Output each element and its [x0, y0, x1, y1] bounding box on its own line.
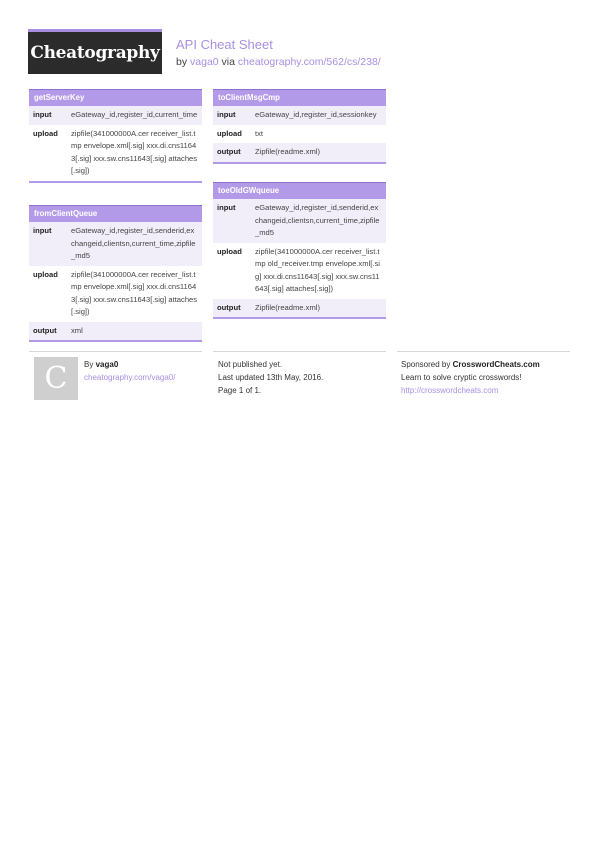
table-row: [29, 266, 202, 322]
row-value: eGateway_id,register_id,senderid,exchangeid,clientsn,current_time,zipfile_md5: [71, 226, 196, 260]
row-key: upload: [217, 128, 242, 138]
table-row: [29, 106, 202, 125]
row-value: zipfile(341000000A.cer receiver_list.tmp envelope.xml[.sig] xxx.di.cns11643[.sig] xxx.sw.cns11643[.sig] attaches[.sig]): [71, 269, 198, 316]
footer-sponsor: [401, 358, 540, 397]
footer-divider: [213, 351, 386, 352]
row-key: input: [33, 110, 52, 119]
sheet-url-link[interactable]: cheatography.com/562/cs/238/: [237, 56, 381, 68]
section-fromclientqueue: [29, 205, 202, 342]
section-title: fromClientQueue: [29, 205, 202, 222]
by-label: By: [84, 360, 94, 369]
via-label: via: [221, 56, 235, 68]
row-value: zipfile(341000000A.cer receiver_list.tmp old_receiver.tmp envelope.xml[.sig] xxx.di.cns11643[.sig] xxx.sw.cns11643[.sig] attaches[.sig]): [255, 246, 380, 293]
row-key: upload: [33, 128, 58, 138]
footer-publish-info: [218, 358, 323, 397]
table-row: [29, 222, 202, 266]
avatar-letter: C: [44, 361, 68, 396]
section-title: toeOldGWqueue: [213, 182, 386, 199]
section-divider: [29, 181, 202, 183]
table-row: [29, 125, 202, 181]
table-row: [213, 106, 386, 125]
sponsor-tagline: Learn to solve cryptic crosswords!: [401, 373, 522, 382]
table-row: [29, 322, 202, 341]
by-label: by: [176, 56, 188, 68]
row-value: Zipfile(readme.xml): [255, 302, 320, 312]
last-updated: Last updated 13th May, 2016.: [218, 373, 324, 382]
page-title: API Cheat Sheet: [176, 37, 273, 52]
sponsor-name[interactable]: CrosswordCheats.com: [452, 360, 540, 369]
row-key: output: [33, 325, 57, 335]
row-value: txt: [255, 128, 264, 138]
row-key: input: [217, 110, 236, 119]
table-row: [213, 125, 386, 144]
row-value: eGateway_id,register_id,sessionkey: [255, 110, 377, 119]
footer-divider: [29, 351, 202, 352]
sponsor-link[interactable]: http://crosswordcheats.com: [401, 386, 499, 395]
row-key: input: [33, 226, 52, 235]
row-key: output: [217, 147, 241, 156]
row-key: input: [217, 203, 236, 212]
row-key: output: [217, 302, 241, 312]
header: [176, 37, 381, 68]
row-key: upload: [217, 246, 242, 256]
row-key: upload: [33, 269, 58, 279]
footer-divider: [397, 351, 570, 352]
byline: [176, 56, 381, 68]
table-row: [213, 199, 386, 243]
row-value: eGateway_id,register_id,senderid,exchangeid,clientsn,current_time,zipfile_md5: [255, 203, 380, 237]
table-row: [213, 143, 386, 162]
table-row: [213, 243, 386, 299]
row-value: xml: [71, 325, 83, 335]
row-value: zipfile(341000000A.cer receiver_list.tmp envelope.xml[.sig] xxx.di.cns11643[.sig] xxx.sw.cns11643[.sig] attaches[.sig]): [71, 128, 198, 175]
published-status: Not published yet.: [218, 360, 283, 369]
section-title: toClientMsgCmp: [213, 89, 386, 106]
footer-author-name[interactable]: vaga0: [95, 360, 119, 369]
cheatography-logo[interactable]: [28, 29, 162, 74]
sponsored-label: Sponsored by: [401, 360, 451, 369]
row-value: eGateway_id,register_id,current_time: [71, 110, 198, 119]
logo-text: Cheatography: [30, 43, 160, 63]
section-title: getServerKey: [29, 89, 202, 106]
section-getserverkey: [29, 89, 202, 183]
author-avatar[interactable]: [34, 357, 78, 400]
footer-author: [84, 358, 175, 384]
row-value: Zipfile(readme.xml): [255, 147, 320, 156]
section-toclientmsgcmp: [213, 89, 386, 164]
page-count: Page 1 of 1.: [218, 386, 262, 395]
section-toeoldgwqueue: [213, 182, 386, 319]
author-link[interactable]: vaga0: [190, 56, 219, 68]
table-row: [213, 299, 386, 318]
section-divider: [213, 317, 386, 319]
section-divider: [213, 162, 386, 164]
footer-author-link[interactable]: cheatography.com/vaga0/: [84, 373, 176, 382]
section-divider: [29, 340, 202, 342]
